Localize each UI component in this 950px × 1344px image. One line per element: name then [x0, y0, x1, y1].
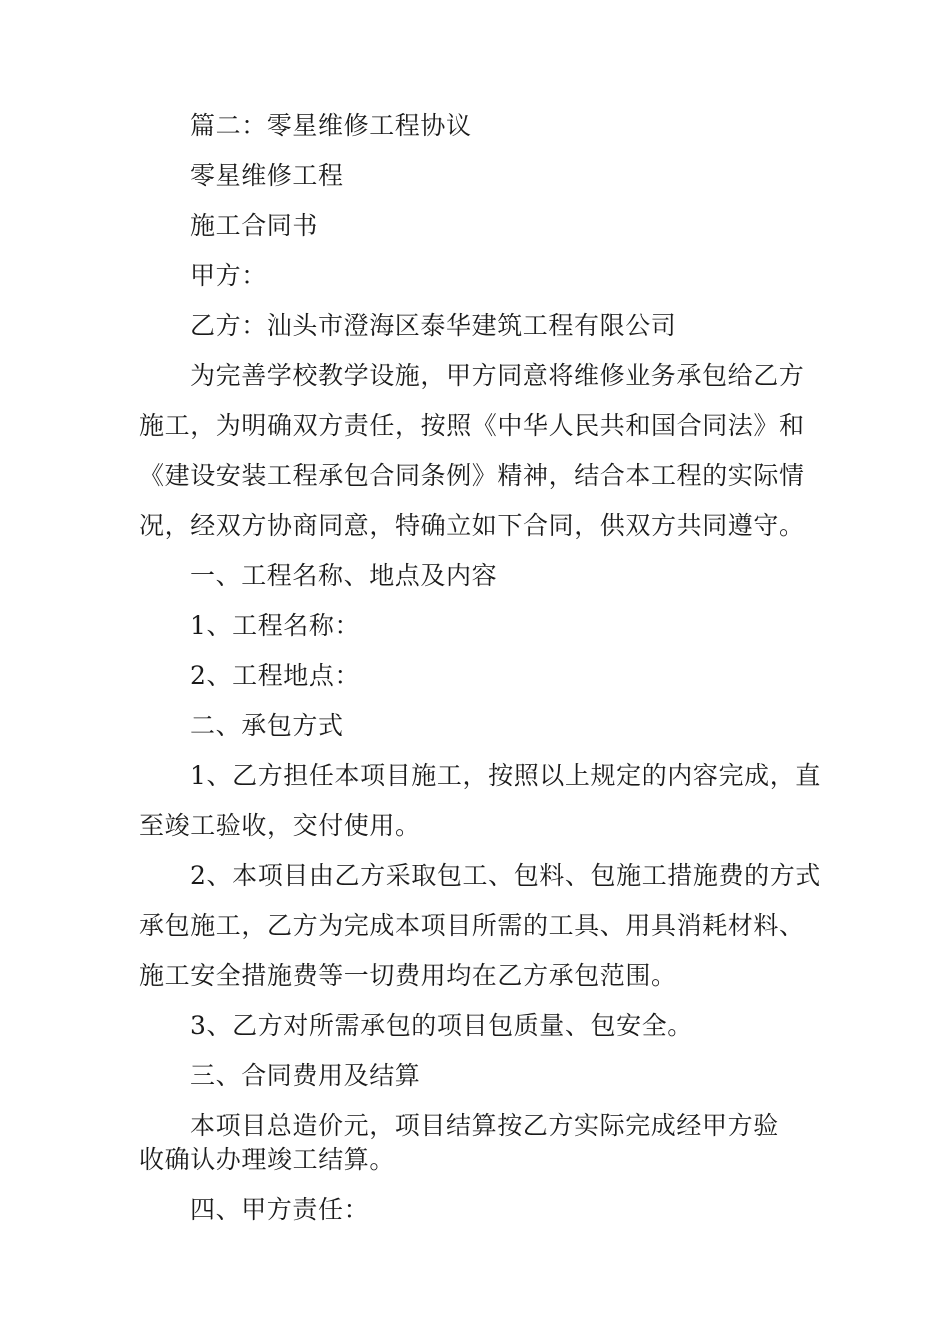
- contract-title-line-2: 施工合同书: [190, 211, 319, 240]
- clause-line: 2、本项目由乙方采取包工、包料、包施工措施费的方式: [190, 861, 821, 890]
- section-4-heading: 四、甲方责任：: [190, 1195, 370, 1224]
- clause-line: 至竣工验收，交付使用。: [139, 811, 421, 840]
- section-2-heading: 二、承包方式: [190, 711, 344, 740]
- preamble-line: 施工，为明确双方责任，按照《中华人民共和国合同法》和: [139, 411, 805, 440]
- party-a-line: 甲方：: [190, 261, 267, 290]
- contract-title-line-1: 零星维修工程: [190, 161, 344, 190]
- preamble-line: 《建设安装工程承包合同条例》精神，结合本工程的实际情: [139, 461, 805, 490]
- section-3-heading: 三、合同费用及结算: [190, 1061, 421, 1090]
- project-name-line: 1、工程名称：: [190, 611, 361, 640]
- clause-line: 3、乙方对所需承包的项目包质量、包安全。: [190, 1011, 693, 1040]
- preamble-line: 为完善学校教学设施，甲方同意将维修业务承包给乙方: [190, 361, 805, 390]
- clause-line: 施工安全措施费等一切费用均在乙方承包范围。: [139, 961, 677, 990]
- section-1-heading: 一、工程名称、地点及内容: [190, 561, 498, 590]
- clause-line: 1、乙方担任本项目施工，按照以上规定的内容完成，直: [190, 761, 821, 790]
- section-heading: 篇二：零星维修工程协议: [190, 111, 472, 140]
- preamble-line: 况，经双方协商同意，特确立如下合同，供双方共同遵守。: [139, 511, 805, 540]
- project-location-line: 2、工程地点：: [190, 661, 361, 690]
- clause-line: 承包施工，乙方为完成本项目所需的工具、用具消耗材料、: [139, 911, 805, 940]
- settlement-line: 收确认办理竣工结算。: [139, 1145, 396, 1174]
- party-b-line: 乙方：汕头市澄海区泰华建筑工程有限公司: [190, 311, 677, 340]
- settlement-line: 本项目总造价元，项目结算按乙方实际完成经甲方验: [190, 1111, 779, 1140]
